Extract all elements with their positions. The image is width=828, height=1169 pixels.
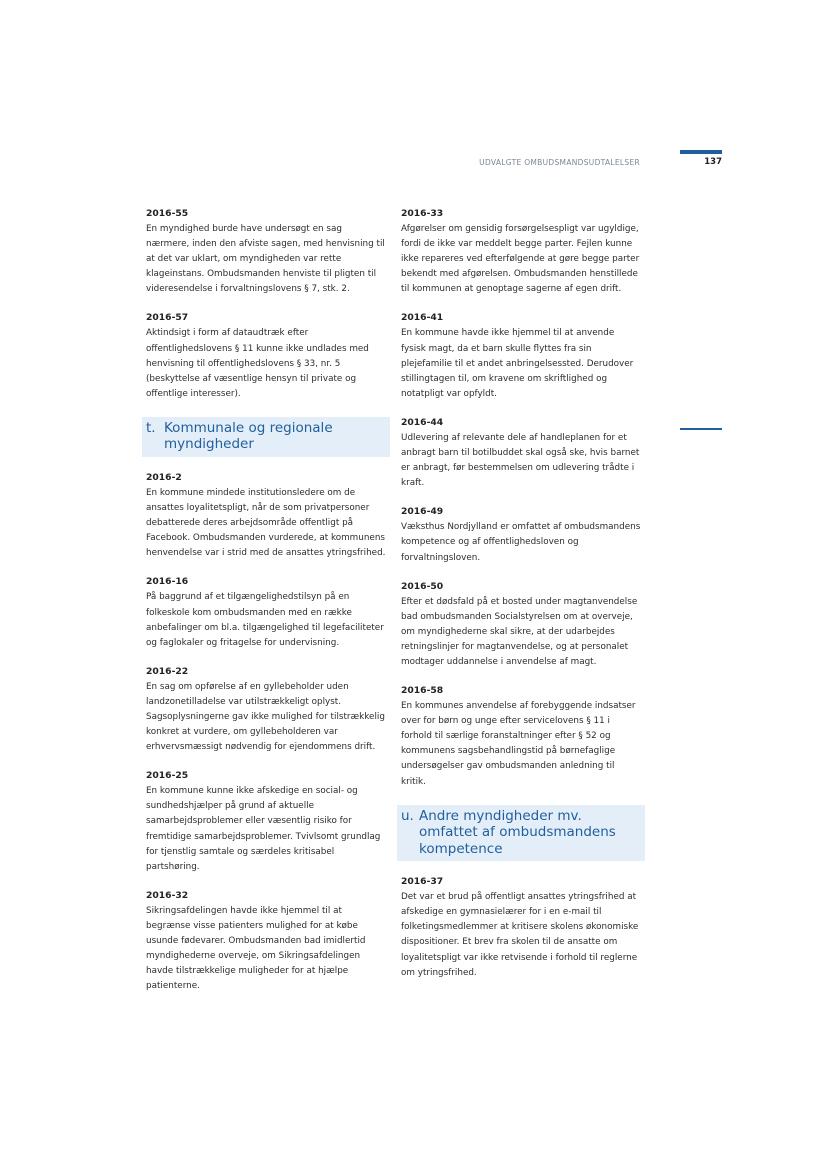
entry: [401, 506, 641, 565]
entry-text: På baggrund af et tilgængelighedstilsyn på en folkeskole kom ombudsmanden med en række anbefalinger om bl.a. tilgængelighed til legefaciliteter og faglokaler og fritagelse for undervisning.: [146, 592, 384, 648]
header-accent-bar: [680, 150, 722, 154]
entry: [401, 685, 641, 790]
entry-text: Efter et dødsfald på et bosted under magtanvendelse bad ombudsmanden Socialstyrelsen om at overveje, om myndighederne skal sikre, at der udarbejdes retningslinjer for magtanvendelse, og at personalet modtager uddannelse i anvendelse af magt.: [401, 596, 638, 667]
entry-id: 2016-2: [146, 471, 182, 483]
entry: [401, 581, 641, 670]
margin-rule: [680, 428, 722, 430]
left-column: [146, 208, 386, 1009]
entry: [401, 208, 641, 297]
entry: [146, 312, 386, 401]
entry-text: En kommune havde ikke hjemmel til at anvende fysisk magt, da et barn skulle flyttes fra sin plejefamilie til et andet anbringelsessted. Derudover stillingtagen til, om kravene om skriftlighed og notatpligt var opfyldt.: [401, 328, 634, 399]
entry: [146, 890, 386, 995]
entry: [146, 576, 386, 650]
section-heading-t: [142, 417, 390, 457]
section-letter: u.: [401, 807, 414, 824]
entry-text: Sikringsafdelingen havde ikke hjemmel til at begrænse visse patienters mulighed for at købe usunde fødevarer. Ombudsmanden bad imidlertid myndighederne overveje, om Sikringsafdelingen havde tilstrækkelige muligheder for at hjælpe patienterne.: [146, 905, 366, 992]
entry-text: En myndighed burde have undersøgt en sag nærmere, inden den afviste sagen, med henvisning til at det var uklart, om myndigheden var rette klageinstans. Ombudsmanden henviste til pligten til videresendelse i forvaltningslovens § 7, stk. 2.: [146, 224, 385, 295]
section-title: Andre myndigheder mv. omfattet af ombudsmandens kompetence: [419, 807, 616, 857]
entry-id: 2016-16: [146, 576, 189, 588]
entry-text: Aktindsigt i form af dataudtræk efter offentlighedslovens § 11 kunne ikke undlades med henvisning til offentlighedslovens § 33, nr. 5 (beskyttelse af væsentlige hensyn til private og offentlige interesser).: [146, 328, 369, 399]
entry-id: 2016-58: [401, 685, 444, 697]
entry: [146, 666, 386, 755]
entry-id: 2016-37: [401, 876, 444, 888]
section-title: Kommunale og regionale myndigheder: [164, 419, 333, 453]
entry-text: Udlevering af relevante dele af handleplanen for et anbragt barn til botilbuddet skal også ske, hvis barnet er anbragt, før bestemmelsen om udlevering trådte i kraft.: [401, 432, 640, 489]
page-number: 137: [704, 157, 722, 167]
entry-text: Afgørelser om gensidig forsørgelsespligt var ugyldige, fordi de ikke var meddelt begge parter. Fejlen kunne ikke repareres ved efterfølgende at gøre begge parter bekendt med afgørelsen. Ombudsmanden henstillede til kommunen at genoptage sagerne af egen drift.: [401, 224, 640, 295]
entry-id: 2016-22: [146, 665, 189, 677]
entry-text: En kommune mindede institutionsledere om de ansattes loyalitetspligt, når de som privatpersoner debatterede deres arbejdsområde offentligt på Facebook. Ombudsmanden vurderede, at kommunens henvendelse var i strid med de ansattes ytringsfrihed.: [146, 487, 386, 559]
entry-id: 2016-44: [401, 416, 444, 428]
entry-text: En kommune kunne ikke afskedige en social- og sundhedshjælper på grund af aktuelle samarbejdsproblemer eller væsentlig risiko for fremtidige samarbejdsproblemer. Tvivlsomt grundlag for tjenstlig samtale og særdeles kritisabel partshøring.: [146, 786, 381, 872]
section-letter: t.: [146, 419, 156, 436]
right-column: [401, 208, 641, 996]
entry-text: Det var et brud på offentligt ansattes ytringsfrihed at afskedige en gymnasielærer for i en e-mail til folketingsmedlemmer at kritisere skolens økonomiske dispositioner. Et brev fra skolen til de ansatte om loyalitetspligt var ikke retvisende i forhold til reglerne om ytringsfrihed.: [401, 892, 639, 978]
entry-id: 2016-25: [146, 770, 189, 782]
entry-id: 2016-57: [146, 312, 189, 324]
entry: [146, 770, 386, 875]
entry-id: 2016-32: [146, 889, 189, 901]
entry: [401, 417, 641, 491]
entry-id: 2016-41: [401, 312, 444, 324]
entry-text: En sag om opførelse af en gyllebeholder uden landzonetilladelse var utilstrækkeligt oplyst. Sagsoplysningerne gav ikke mulighed for tilstrækkelig konkret at vurdere, om gyllebeholderen var erhvervsmæssigt nødvendig for ejendommens drift.: [146, 681, 385, 753]
running-head: UDVALGTE OMBUDSMANDSUDTALELSER: [479, 158, 640, 167]
entry: [146, 208, 386, 297]
entry-text: En kommunes anvendelse af forebyggende indsatser over for børn og unge efter servicelovens § 11 i forhold til særlige foranstaltninger efter § 52 og kommunens sagsbehandlingstid på børnefaglige undersøgelser gav ombudsmanden anledning til kritik.: [401, 701, 636, 787]
section-heading-u: [397, 805, 645, 862]
entry-id: 2016-49: [401, 506, 444, 518]
entry: [401, 876, 641, 981]
entry: [401, 312, 641, 401]
entry-text: Væksthus Nordjylland er omfattet af ombudsmandens kompetence og af offentlighedsloven og forvaltningsloven.: [401, 522, 641, 563]
entry-id: 2016-33: [401, 208, 444, 219]
entry-id: 2016-55: [146, 208, 189, 219]
entry-id: 2016-50: [401, 580, 444, 592]
entry: [146, 472, 386, 561]
